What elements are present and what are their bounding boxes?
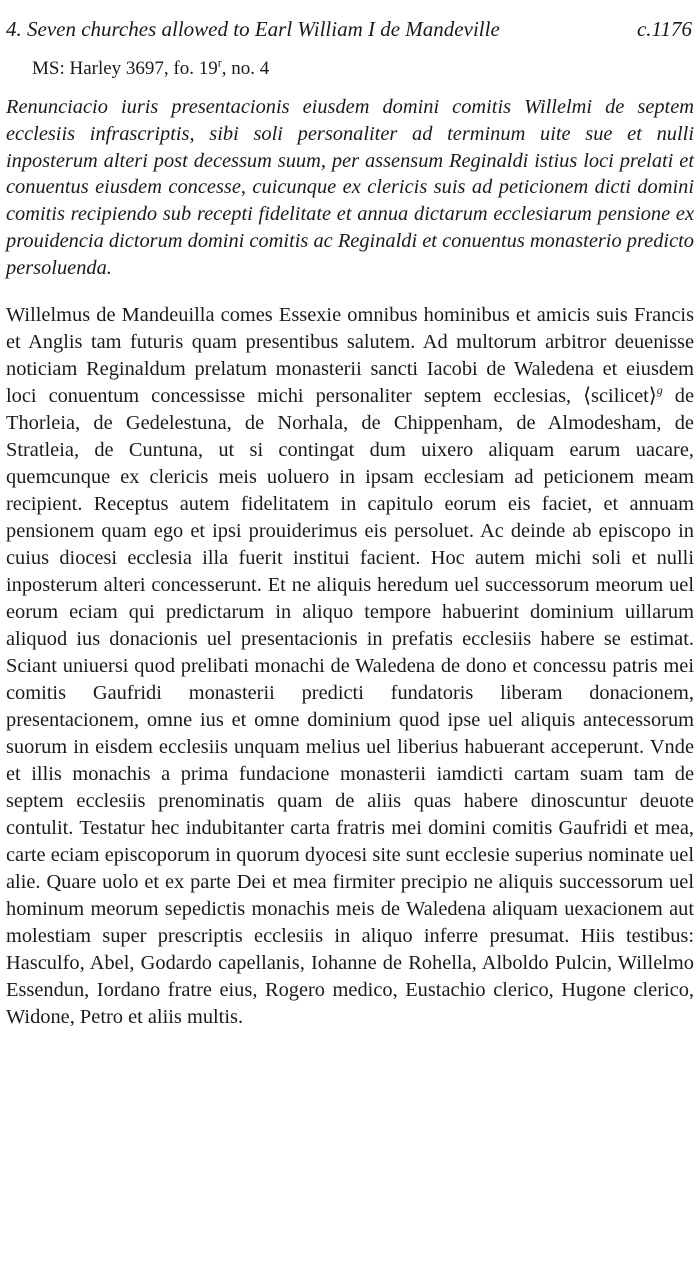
folio-side: r xyxy=(217,55,222,70)
manuscript-reference xyxy=(32,56,694,82)
entry-title: 4. Seven churches allowed to Earl William I de Mandeville xyxy=(6,17,500,41)
entry-date: c.1176 xyxy=(636,17,692,41)
rubric-paragraph: Renunciacio iuris presentacionis eiusdem domini comitis Willelmi de septem ecclesiis infrascriptis, sibi soli personaliter ad terminum uite sue et nulli inposterum alteri post decessum suum, per assensum Reginaldi istius loci prelati et conuentus eiusdem concesse, cuicunque ex clericis suis ad peticionem dicti domini comitis recipiendo sub recepti fidelitate et annua dictarum ecclesiarum pensione ex prouidencia dictorum domini comitis ac Reginaldi et conuentus monasterio predicto persoluenda. xyxy=(6,96,694,279)
entry-heading xyxy=(6,14,694,46)
footnote-marker: g xyxy=(656,382,663,397)
charter-text-part-2: de Thorleia, de Gedelestuna, de Norhala, de Chippenham, de Almodesham, de Stratleia, de Cuntuna, ut si contingat dum uixero aliquam earum uacare, quemcunque ex clericis meis uoluero in ipsam ecclesiam ad peticionem meam recipient. Receptus autem fidelitatem in capitulo eorum eis faciet, et annuam pensionem quam ego et ipsi prouiderimus eis persoluet. Ac deinde ab episcopo in cuius diocesi ecclesia illa fuerit institui facient. Hoc autem michi soli et nulli inposterum alteri concesserunt. Et ne aliquis heredum uel successorum meorum uel eorum eciam qui predictarum in aliquo tempore habuerint dominium uillarum aliquod ius donacionis uel presentacionis in prefatis ecclesiis habere se estimat. Sciant uniuersi quod prelibati monachi de Waledena de dono et concessu patris mei comitis Gaufridi monasterii predicti fundatoris liberam donacionem, presentacionem, omne ius et omne dominium quod ipse uel aliquis antecessorum suorum in eisdem ecclesiis unquam melius uel liberius habuerant acceperunt. Vnde et illis monachis a prima fundacione monasterii iamdicti cartam suam tam de septem ecclesiis prenominatis quam de aliis quas habere dinoscuntur deuote contulit. Testatur hec indubitanter carta fratris mei domini comitis Gaufridi et mea, carte eciam episcoporum in quorum dyocesi site sunt ecclesie superius nominate uel alie. Quare uolo et ex parte Dei et mea firmiter precipio ne aliquis successorum uel hominum meorum sepedictis monachis meis de Waledena aliquam uexacionem aut molestiam super prescriptis ecclesiis in aliquo inferre presumat. Hiis testibus: Hasculfo, Abel, Godardo capellanis, Iohanne de Rohella, Alboldo Pulcin, Willelmo Essendun, Iordano fratre eius, Rogero medico, Eustachio clerico, Hugone clerico, Widone, Petro et aliis multis. xyxy=(6,384,695,1028)
charter-text-part-1: Willelmus de Mandeuilla comes Essexie omnibus hominibus et amicis suis Francis et Anglis tam futuris quam presentibus salutem. Ad multorum arbitror deuenisse noticiam Reginaldum prelatum monasterii sancti Iacobi de Waledena et eiusdem loci conuentum concessisse michi personaliter septem ecclesias, ⟨scilicet⟩ xyxy=(6,303,694,407)
manuscript-number: , no. 4 xyxy=(221,58,270,79)
charter-text xyxy=(6,302,694,1031)
manuscript-text: MS: Harley 3697, fo. 19 xyxy=(32,58,218,79)
